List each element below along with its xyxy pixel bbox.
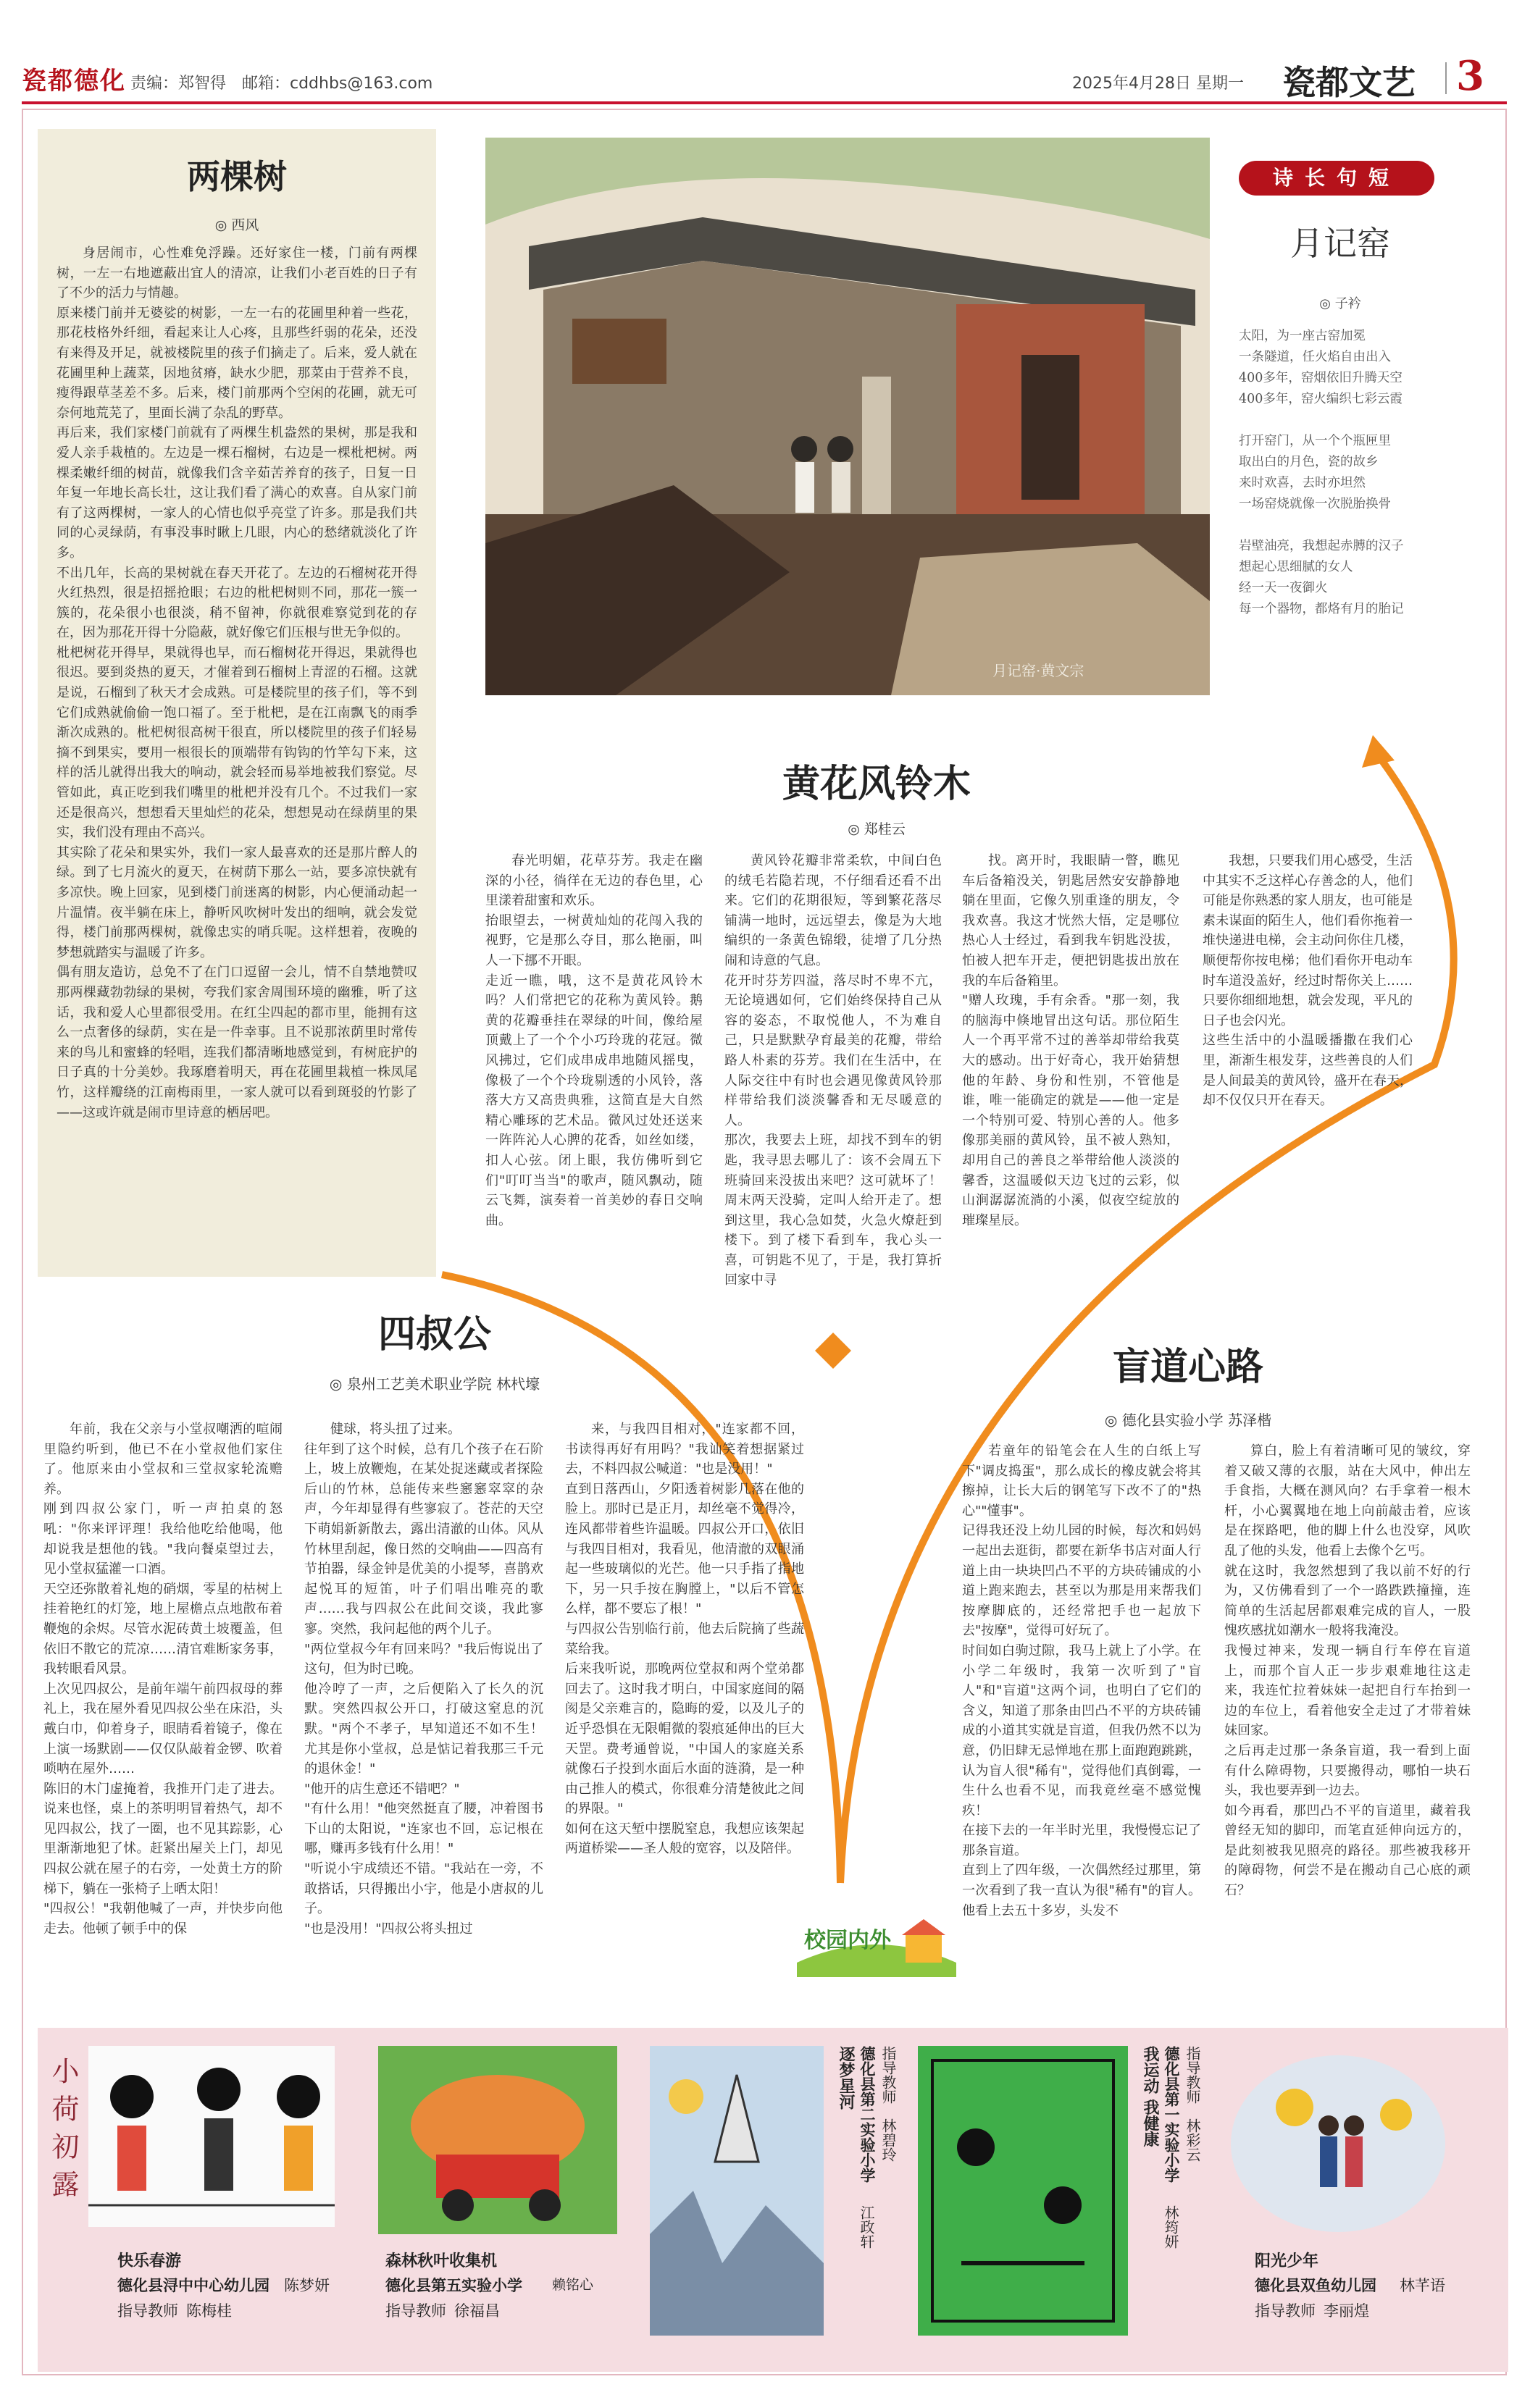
- article-body-col2: 黄风铃花瓣非常柔软，中间白色的绒毛若隐若现，不仔细看还看不出来。它们的花期很短，等到繁花落尽铺满一地时，远远望去，像是为大地编织的一条黄色锦缎，徒增了几分热闹和诗意的气息。 花开时芬芳四溢，落尽时不卑不亢，无论境遇如何，它们始终保持自己从容的姿态，不取悦他人，不为难自己，只是默默孕育最美的花瓣，带给路人朴素的芬芳。我们在生活中，在人际交往中有时也会遇见像黄风铃那样带给我们淡淡馨香和无尽暖意的人。 那次，我要去上班，却找不到车的钥匙，我寻思去哪儿了：该不会周五下班骑回来没拔出来吧？这可就坏了！周末两天没骑，定叫人给开走了。想到这里，我心急如焚，火急火燎赶到楼下。到了楼下看到车，我心头一喜，可钥匙不见了，于是，我打算折回家中寻: [724, 853, 942, 1288]
- artwork-teacher: 林碧玲: [879, 2118, 897, 2162]
- artwork-school: 德化县第一实验小学: [1163, 2046, 1180, 2183]
- editor-info: 责编：郑智得 邮箱：cddhbs@163.com: [130, 75, 433, 93]
- article-body-col2: 健球，将头扭了过来。 往年到了这个时候，总有几个孩子在石阶上，坡上放鞭炮，在某处捉迷藏或者探险后山的竹林，总能传来些窸窸窣窣的杂声，今年却显得有些寥寂了。苍茫的天空下萌娟新新散去，露出清澈的山体。风从竹林里刮起，像日然的交响曲——四高有节拍器，绿金钟是优美的小提琴，喜鹊欢起悦耳的短笛，叶子们唱出唯亮的歌声……我与四叔公在此间交谈，我此寥寥。突然，我问起他的两个儿子。 "两位堂叔今年有回来吗？"我后悔说出了这句，但为时已晚。 他冷哼了一声，之后便陷入了长久的沉默。突然四叔公开口，打破这窒息的沉默。"两个不孝子，早知道还不如不生！尤其是你小堂叔，总是惦记着我那三千元的退休金！" "他开的店生意还不错吧？" "有什么用！"他突然挺直了腰，冲着图书下山的太阳说，"连家也不回，忘记根在哪，赚再多钱有什么用！" "听说小宇成绩还不错。"我站在一旁，不敢搭话，只得搬出小宇，他是小唐叔的儿子。 "也是没用！"四叔公将头扭过: [304, 1422, 543, 1937]
- article-body-col4: 我想，只要我们用心感受，生活中其实不乏这样心存善念的人，他们可能是你熟悉的家人朋友，也可能是素未谋面的陌生人，他们看你拖着一堆快递进电梯，会主动问你住几楼，顺便帮你按电梯；他们看你开电动车时车道没盖好，经过时帮你关上……只要你细细地想，就会发现，平凡的日子也会闪光。 这些生活中的小温暖播撒在我们心里，渐渐生根发芽，这些善良的人们是人间最美的黄风铃，盛开在春天，却不仅仅只开在春天。: [1203, 853, 1413, 1109]
- artwork-teacher: 林彩云: [1184, 2118, 1201, 2162]
- poem-column-tag: 诗长句短: [1239, 161, 1434, 196]
- artwork-teacher-label: 指导教师: [1184, 2046, 1201, 2104]
- artwork-student: 陈梦妍: [284, 2277, 330, 2294]
- article-title: 四叔公: [377, 1312, 491, 1356]
- poem-title: 月记窑: [1290, 224, 1390, 263]
- left-article: [38, 129, 436, 1277]
- artwork-drawing: [650, 2046, 824, 2336]
- art-gallery: [38, 2028, 1508, 2372]
- article-body-col1: 若童年的铅笔会在人生的白纸上写下"调皮捣蛋"，那么成长的橡皮就会将其擦掉，让长大后的钢笔写下改不了的"热心""懂事"。 记得我还没上幼儿园的时候，每次和妈妈一起出去逛街，都要在新华书店对面人行道上由一块块凹凸不平的方块砖铺成的小道上跑来跑去，甚至以为那是用来帮我们按摩脚底的，还经常把手也一起放下去"按摩"，觉得可好玩了。 时间如白驹过隙，我马上就上了小学。在小学二年级时，我第一次听到了"盲人"和"盲道"这两个词，也明白了它们的含义，知道了那条由凹凸不平的方块砖铺成的小道其实就是盲道，但我仍然不以为意，仍旧肆无忌惮地在那上面跑跑跳跳，认为盲人很"稀有"，觉得他们真倒霉，一生什么也看不见，而我竟丝毫不感觉愧疚！ 在接下去的一年半时光里，我慢慢忘记了那条盲道。 直到上了四年级，一次偶然经过那里，第一次看到了我一直认为很"稀有"的盲人。他看上去五十多岁，头发不: [962, 1443, 1201, 1918]
- gallery-column-label: 小荷初露: [47, 2057, 79, 2207]
- article-body-col1: 春光明媚，花草芬芳。我走在幽深的小径，徜徉在无边的春色里，心里漾着甜蜜和欢乐。 抬眼望去，一树黄灿灿的花闯入我的视野，它是那么夺目，那么艳丽，叫人一下挪不开眼。 走近一瞧，哦，这不是黄花风铃木吗？人们常把它的花称为黄风铃。鹅黄的花瓣垂挂在翠绿的叶间，像给屋顶戴上了一个个小巧玲珑的花冠。微风拂过，它们成串成串地随风摇曳，像极了一个个玲珑剔透的小风铃，落落大方又高贵典雅，这简直是大自然精心雕琢的艺术品。微风过处还送来一阵阵沁人心脾的花香，如丝如缕，扣人心弦。闭上眼，我仿佛听到它们"叮叮当当"的歌声，随风飘动，随云飞舞，演奏着一首美妙的春日交响曲。: [485, 853, 703, 1228]
- artwork-title: 我运动 我健康: [1141, 2046, 1159, 2147]
- article-title: 盲道心路: [1112, 1345, 1263, 1389]
- artwork-school: 德化县第五实验小学: [385, 2277, 522, 2294]
- badge-label: 校园内外: [804, 1928, 891, 1953]
- artwork-student: 林筠妍: [1162, 2205, 1179, 2249]
- painting-signature: 月记窑·黄文宗: [992, 662, 1084, 679]
- article-body-col3: 找。离开时，我眼睛一瞥，瞧见车后备箱没关，钥匙居然安安静静地躺在里面，它像久别重逢的朋友，令我欢喜。我这才恍然大悟，定是哪位热心人士经过，看到我车钥匙没拔，怕被人把车开走，便把钥匙拔出放在我的车后备箱里。 "赠人玫瑰，手有余香。"那一刻，我的脑海中倏地冒出这句话。那位陌生人一个再平常不过的善举却带给我莫大的感动。出于好奇心，我开始猜想他的年龄、身份和性别，不管他是谁，唯一能确定的就是——他一定是一个特别可爱、特别心善的人。他多像那美丽的黄风铃，虽不被人熟知，却用自己的善良之举带给他人淡淡的馨香，这温暖似天边飞过的云彩，似山涧潺潺流淌的小溪，似夜空绽放的璀璨星辰。: [962, 853, 1179, 1228]
- article-author: ◎ 德化县实验小学 苏泽楷: [1104, 1411, 1272, 1429]
- artwork-drawing: [918, 2046, 1128, 2336]
- section-title: 瓷都文艺: [1282, 63, 1416, 102]
- campus-badge: [797, 1912, 956, 1977]
- artwork-teacher-label: 指导教师: [117, 2302, 178, 2320]
- artwork-title: 逐梦星河: [837, 2046, 855, 2110]
- artwork-school: 德化县第二实验小学: [858, 2046, 876, 2183]
- article-author: ◎ 泉州工艺美术职业学院 林杙壕: [329, 1375, 540, 1393]
- article-body-col1: 年前，我在父亲与小堂叔嘲洒的喧闹里隐约听到，他已不在小堂叔他们家住了。他原来由小堂叔和三堂叔家轮流赡养。 刚到四叔公家门，听一声拍桌的怒吼："你来评评理！我给他吃给他喝，他却说我是想他的钱。"我向餐桌望过去，见小堂叔猛灌一口酒。 天空还弥散着礼炮的硝烟，零星的枯树上挂着艳红的灯笼，地上屋檐点点地散布着鞭炮的余烬。尽管水泥砖黄土坡覆盖，但依旧不散它的荒凉……清官难断家务事，我转眼看风景。 上次见四叔公，是前年端午前四叔母的葬礼上，我在屋外看见四叔公坐在床沿，头戴白巾，仰着身子，眼睛看着镜子，像在上演一场默剧——仅仅队敲着金锣、吹着唢呐在屋外…… 陈旧的木门虚掩着，我推开门走了进去。说来也怪，桌上的茶明明冒着热气，却不见四叔公，找了一圈，也不见其踪影，心里渐渐地犯了怵。赶紧出屋关上门，却见四叔公就在屋子的右旁，一处黄土方的阶梯下，躺在一张椅子上晒太阳！ "四叔公！"我朝他喊了一声，并快步向他走去。他顿了顿手中的保: [43, 1422, 283, 1937]
- kiln-illustration: [485, 138, 1210, 695]
- artwork-image: [918, 2046, 1128, 2336]
- newspaper-logo: 瓷都德化: [22, 67, 126, 96]
- artwork-image: [650, 2046, 824, 2336]
- issue-date: 2025年4月28日 星期一: [1072, 75, 1244, 93]
- artwork-teacher-label: 指导教师: [1255, 2302, 1316, 2320]
- artwork-drawing: [1229, 2050, 1447, 2234]
- kiln-painting: [485, 138, 1210, 695]
- artwork-drawing: [378, 2046, 617, 2234]
- artwork-image: [88, 2046, 335, 2227]
- poem-box: [1232, 138, 1449, 630]
- article-title: 两棵树: [187, 157, 287, 196]
- artwork-school: 德化县双鱼幼儿园: [1255, 2277, 1376, 2294]
- article-author: ◎ 郑桂云: [848, 821, 906, 837]
- article-author: ◎ 西风: [214, 217, 259, 233]
- artwork-teacher-label: 指导教师: [385, 2302, 446, 2320]
- masthead: [22, 52, 1507, 104]
- artwork-teacher: 徐福昌: [454, 2302, 500, 2320]
- artwork-image: [1229, 2050, 1447, 2234]
- poem-text: 太阳，为一座古窑加冕 一条隧道，任火焰自由出入 400多年，窑烟依旧升腾天空 400多年，窑火编织七彩云霞 打开窑门，从一个个瓶匣里 取出白的月色，瓷的故乡 来时欢喜，去时亦坦然 一场窑烧就像一次脱胎换骨 岩壁油亮，我想起赤膊的汉子 想起心思细腻的女人 经一天一夜御火 每一个器物，都烙有月的胎记: [1239, 329, 1404, 616]
- artwork-teacher: 陈梅桂: [186, 2302, 232, 2320]
- artwork-title: 快乐春游: [117, 2252, 182, 2270]
- artwork-school: 德化县浔中中心幼儿园: [117, 2277, 269, 2294]
- article-body-col2: 算白，脸上有着清晰可见的皱纹，穿着又破又薄的衣服，站在大风中，伸出左手食指，大概在测风向？右手拿着一根木杆，小心翼翼地在地上向前敲击着，应该是在探路吧，他的脚上什么也没穿，风吹乱了他的头发，他看上去像个乞丐。 就在这时，我忽然想到了我以前不好的行为，又仿佛看到了一个一路跌跌撞撞，连简单的生活起居都艰难完成的盲人，一股愧疚感扰如潮水一般将我淹没。 我慢过神来，发现一辆自行车停在盲道上，而那个盲人正一步步艰难地往这走来，我连忙拉着妹妹一起把自行车抬到一边的车位上，看着他安全走过了才带着妹妹回家。 之后再走过那一条条盲道，我一看到上面有什么障碍物，只要搬得动，哪怕一块石头，我也要弄到一边去。 如今再看，那凹凸不平的盲道里，藏着我曾经无知的脚印，而笔直延伸向远方的，是此刻被我见照亮的路径。那些被我移开的障碍物，何尝不是在搬动自己心底的顽石？: [1224, 1443, 1471, 1899]
- artwork-image: [378, 2046, 617, 2234]
- artwork-title: 阳光少年: [1255, 2252, 1319, 2270]
- page-number: 3: [1456, 52, 1484, 100]
- artwork-student: 江政轩: [858, 2205, 875, 2249]
- artwork-teacher: 李丽煌: [1324, 2302, 1369, 2320]
- artwork-student: 赖铭心: [552, 2277, 594, 2293]
- poem-author: ◎ 子衿: [1319, 296, 1361, 311]
- artwork-drawing: [88, 2046, 335, 2227]
- artwork-student: 林芊语: [1400, 2277, 1445, 2294]
- artwork-teacher-label: 指导教师: [879, 2046, 897, 2104]
- header-divider: [1445, 62, 1447, 94]
- article-title: 黄花风铃木: [782, 762, 971, 806]
- article-body-col3: 来，与我四目相对，"连家都不回，书读得再好有用吗？"我讪笑着想据紧过去，不料四叔公喊道："也是没用！" 直到日落西山，夕阳透着树影几落在他的脸上。那时已是正月，却丝毫不觉得冷，连风都带着些许温暖。四叔公开口，依旧与我四目相对，我看见，他清澈的双眼涌起一些玻璃似的光芒。他一只手指了指地下，另一只手按在胸膛上，"以后不管怎么样，都不要忘了根！" 与四叔公告别临行前，他去后院摘了些蔬菜给我。 后来我听说，那晚两位堂叔和两个堂弟都回去了。这时我才明白，中国家庭间的隔阂是父亲难言的，隐晦的爱，以及儿子的近乎恐惧在无限帽微的裂痕延伸出的巨大天罡。费考通曾说，"中国人的家庭关系就像石子投到水面后水面的涟漪，是一种由己推人的模式，你很难分清楚彼此之间的界限。" 如何在这天堑中摆脱窒息，我想应该架起两道桥梁——圣人般的宽容，以及陪伴。: [565, 1422, 804, 1857]
- article-body: 身居闹市，心性难免浮躁。还好家住一楼，门前有两棵树，一左一右地遮蔽出宜人的清凉，让我们小老百姓的日子有了不少的活力与情趣。 原来楼门前并无婆娑的树影，一左一右的花圃里种着一些花，那花枝格外纤细，看起来让人心疼，且那些纤弱的花朵，还没有来得及开足，就被楼院里的孩子们摘走了。后来，爱人就在花圃里种上蔬菜，因地贫瘠，缺水少肥，那菜由于营养不良，瘦得跟草茎差不多。后来，楼门前那两个空闲的花圃，就无可奈何地荒芜了，里面长满了杂乱的野草。 再后来，我们家楼门前就有了两棵生机盎然的果树，那是我和爱人亲手栽植的。左边是一棵石榴树，右边是一棵枇杷树。两棵柔嫩纤细的树苗，就像我们含辛茹苦养育的孩子，日复一日年复一年地长高长壮，这让我们看了满心的欢喜。自从家门前有了这两棵树，一家人的心情也似乎亮堂了许多。那是我们共同的心灵绿荫，有事没事时瞅上几眼，内心的愁绪就淡化了许多。 不出几年，长高的果树就在春天开花了。左边的石榴树花开得火红热烈，很是招摇抢眼；右边的枇杷树则不同，那花一簇一簇的，花朵很小也很淡，稍不留神，你就很难察觉到花的存在，因为那花开得十分隐蔽，就好像它们压根与世无争似的。 枇杷树花开得早，果就得也早，而石榴树花开得迟，果就得也很迟。要到炎热的夏天，才催着到石榴树上青涩的石榴。这就是说，石榴到了秋天才会成熟。可是楼院里的孩子们，等不到它们成熟就偷偷一饱口福了。至于枇杷，是在江南飘飞的雨季渐次成熟的。枇杷树很高树干很直，所以楼院里的孩子们轻易摘不到果实，要用一根很长的顶端带有钩钩的竹竿勾下来，这样的活儿就得出我大的响动，就会轻而易举地被我们察觉。尽管如此，真正吃到我们嘴里的枇杷并没有几个。不过我们一家还是很高兴，想想看天里灿烂的花朵，想想晃动在绿荫里的果实，我们没有理由不高兴。 其实除了花朵和果实外，我们一家人最喜欢的还是那片醉人的绿。到了七月流火的夏天，在树荫下那么一站，要多凉快就有多凉快。晚上回家，见到楼门前迷离的树影，内心便涌动起一片温情。夜半躺在床上，静听风吹树叶发出的细响，就会发觉得，楼门前那两棵树，就像忠实的哨兵呢。这样想着，夜晚的梦想就踏实与温暖了许多。 偶有朋友造访，总免不了在门口逗留一会儿，情不自禁地赞叹那两棵藏勃勃绿的果树，夸我们家舍周围环境的幽雅，听了这话，我和爱人心里都很受用。在红尘四起的都市里，能拥有这么一点奢侈的绿荫，实在是一件幸事。且不说那浓荫里时常传来的鸟儿和蜜蜂的轻唱，连我们都清晰地感觉到，有树庇护的日子真的十分美妙。我琢磨着明天，再在花圃里栽植一株凤尾竹，这样瓣绕的江南梅雨里，一家人就可以看到斑驳的竹影了——这或许就是闹市里诗意的栖居吧。: [57, 246, 417, 1120]
- artwork-title: 森林秋叶收集机: [385, 2252, 498, 2270]
